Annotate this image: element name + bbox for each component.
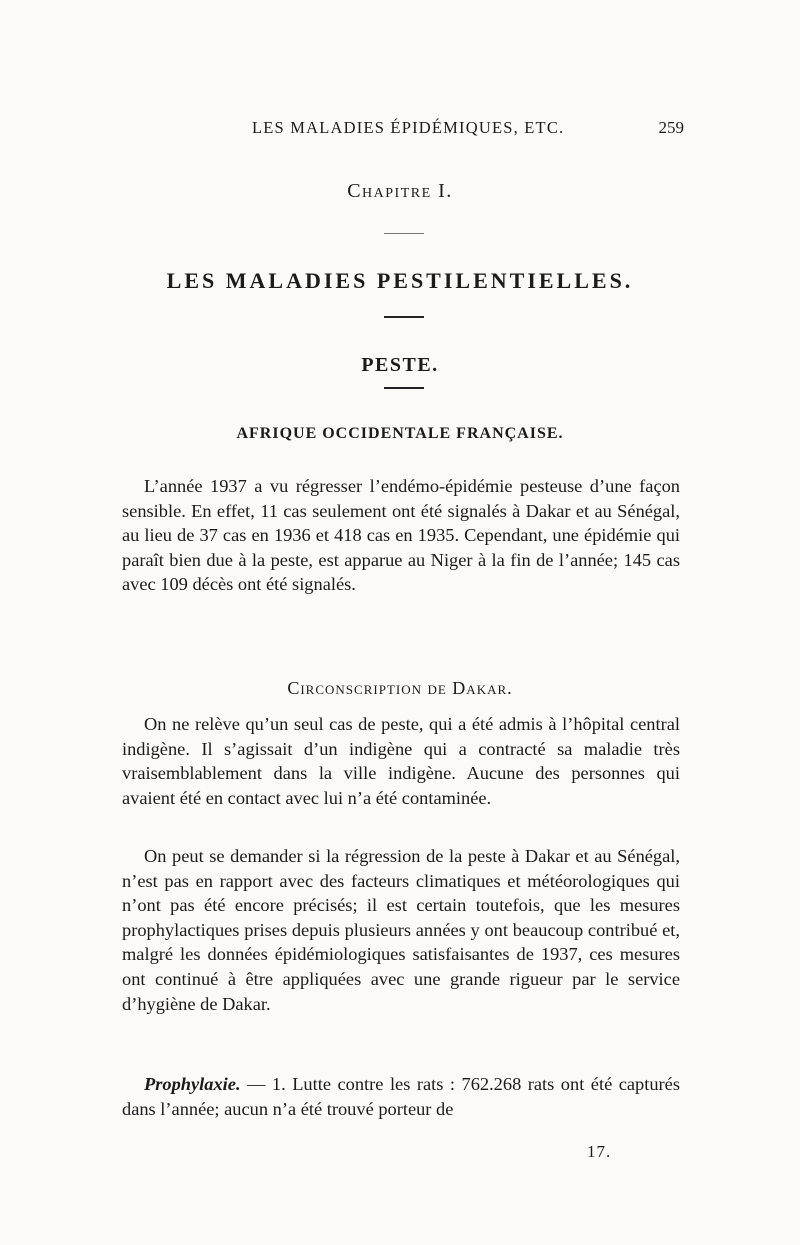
prophylaxie-paragraph <box>122 1072 680 1121</box>
divider-rule <box>384 233 424 234</box>
section-title: PESTE. <box>361 354 439 376</box>
dakar-paragraph-1: On ne relève qu’un seul cas de peste, qui a été admis à l’hôpital central indigène. Il s’agissait d’un indigène qui a contracté sa maladie très vraisemblablement dans la ville indigène. Aucune des personnes qui avaient été en contact avec lui n’a été contaminée. <box>122 714 680 808</box>
chapter-label: Chapitre I. <box>347 180 453 202</box>
prophylaxie-lead: Prophylaxie. <box>144 1074 241 1094</box>
chapter-title: LES MALADIES PESTILENTIELLES. <box>166 268 634 293</box>
printer-signature: 17. <box>587 1142 612 1161</box>
subsection-title: Circonscription de Dakar. <box>287 678 513 698</box>
divider-rule <box>384 387 424 389</box>
running-title: LES MALADIES ÉPIDÉMIQUES, ETC. <box>252 118 565 137</box>
intro-paragraph: L’année 1937 a vu régresser l’endémo-épidémie pesteuse d’une façon sensible. En effet, 11 cas seulement ont été signalés à Dakar et au Sénégal, au lieu de 37 cas en 1936 et 418 cas en 1935. Cependant, une épidémie qui paraît bien due à la peste, est apparue au Niger à la fin de l’année; 145 cas avec 109 décès ont été signalés. <box>122 476 680 595</box>
page-number: 259 <box>658 118 684 137</box>
prophylaxie-text: — 1. Lutte contre les rats : 762.268 rats ont été capturés dans l’année; aucun n’a été trouvé porteur de <box>122 1074 680 1119</box>
running-header <box>122 118 684 142</box>
region-title: AFRIQUE OCCIDENTALE FRANÇAISE. <box>236 425 564 442</box>
divider-rule <box>384 316 424 318</box>
dakar-paragraph-2: On peut se demander si la régression de la peste à Dakar et au Sénégal, n’est pas en rapport avec des facteurs climatiques et météorologiques qui n’ont pas été encore précisés; il est certain toutefois, que les mesures prophylactiques prises depuis plusieurs années y ont beaucoup contribué et, malgré les données épidémiologiques satisfaisantes de 1937, ces mesures ont continué à être appliquées avec une grande rigueur par le service d’hygiène de Dakar. <box>122 846 680 1014</box>
